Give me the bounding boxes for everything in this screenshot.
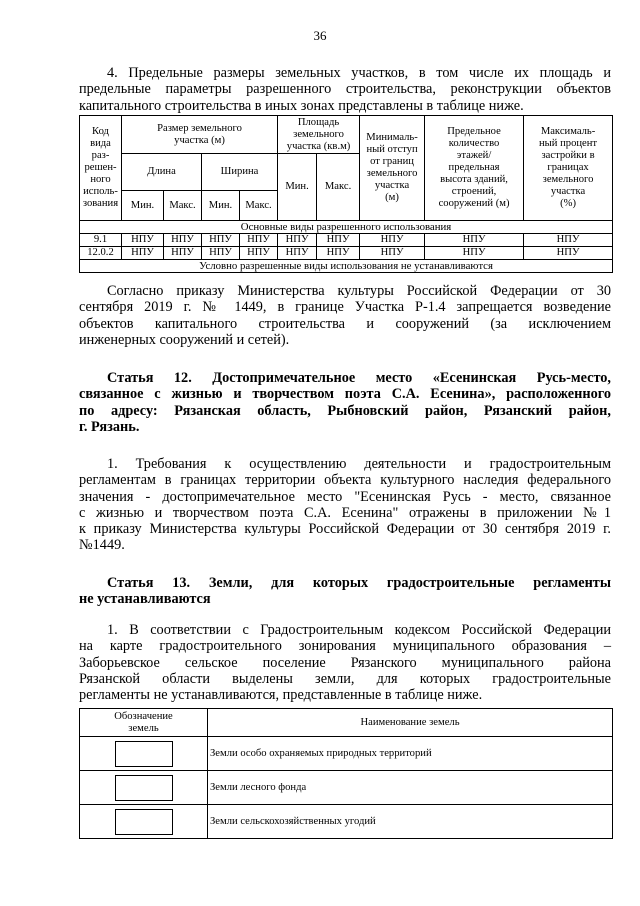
land-name: Земли сельскохозяйственных угодий (208, 805, 613, 839)
paragraph-4 (79, 65, 611, 114)
text-line: 1. Требования к осуществлению деятельности и градостроительным (107, 456, 611, 472)
row-code: 12.0.2 (80, 247, 122, 260)
text-line: к приказу Министерства культуры Российской Федерации от 30 сентября 2019 г. (79, 521, 611, 538)
article-13-heading (79, 575, 611, 608)
text-line: г. Рязань. (79, 418, 140, 435)
lands-table (79, 708, 613, 839)
paragraph-12-1 (79, 456, 611, 554)
section-conditional-uses: Условно разрешенные виды использования не устанавливаются (80, 260, 613, 273)
text-line: Заборьевское сельское поселение Рязанского муниципального района (79, 654, 611, 671)
text-line: Статья 13. Земли, для которых градостроительные регламенты (107, 575, 611, 591)
table-row (80, 771, 613, 805)
header-plot-area: Площадь земельного участка (кв.м) (278, 116, 360, 154)
section-main-uses: Основные виды разрешенного использования (80, 221, 613, 234)
table-row (80, 234, 613, 247)
table-row (80, 737, 613, 771)
text-line: на карте градостроительного зонирования муниципального образования – (79, 638, 611, 655)
article-12-heading (79, 370, 611, 435)
paragraph-order-1449 (79, 283, 611, 348)
land-name: Земли особо охраняемых природных территорий (208, 737, 613, 771)
header-length: Длина (122, 154, 202, 191)
table-cell: НПУ (122, 247, 164, 260)
header-plot-size: Размер земельного участка (м) (122, 116, 278, 154)
text-line: Согласно приказу Министерства культуры Российской Федерации от 30 (107, 283, 611, 299)
table-cell: НПУ (202, 247, 240, 260)
header-width: Ширина (202, 154, 278, 191)
header-area-min: Мин. (278, 154, 317, 221)
text-line: регламентам в границах территории объекта культурного наследия федерального (79, 472, 611, 489)
header-designation: Обозначение земель (80, 709, 208, 737)
header-max-floors: Предельное количество этажей/ предельная высота зданий, строений, сооружений (м) (425, 116, 524, 221)
table-cell: НПУ (164, 247, 202, 260)
legend-cell (80, 737, 208, 771)
header-land-name: Наименование земель (208, 709, 613, 737)
row-code: 9.1 (80, 234, 122, 247)
header-min-indent: Минималь- ный отступ от границ земельного участка (м) (360, 116, 425, 221)
table-cell: НПУ (164, 234, 202, 247)
header-length-min: Мин. (122, 191, 164, 221)
text-line: объектов капитального строительства и сооружений (за исключением (79, 315, 611, 332)
table-cell: НПУ (122, 234, 164, 247)
table-cell: НПУ (360, 247, 425, 260)
text-line: №1449. (79, 537, 125, 554)
table-cell: НПУ (278, 234, 317, 247)
header-code: Код вида раз- решен- ного исполь- зования (80, 116, 122, 221)
text-line: Рязанской области выделены земли, для которых градостроительные (79, 670, 611, 687)
header-width-max: Макс. (240, 191, 278, 221)
text-line: предельные параметры разрешенного строительства, реконструкции объектов (79, 81, 611, 98)
table-cell: НПУ (202, 234, 240, 247)
text-line: по адресу: Рязанская область, Рыбновский район, Рязанский район, (79, 402, 611, 419)
text-line: 4. Предельные размеры земельных участков, в том числе их площадь и (107, 65, 611, 81)
header-width-min: Мин. (202, 191, 240, 221)
paragraph-13-1 (79, 622, 611, 703)
table-cell: НПУ (425, 234, 524, 247)
header-area-max: Макс. (317, 154, 360, 221)
text-line: Статья 12. Достопримечательное место «Есенинская Русь-место, (107, 370, 611, 386)
table-cell: НПУ (317, 247, 360, 260)
header-max-percent: Максималь- ный процент застройки в границах земельного участка (%) (524, 116, 613, 221)
table-cell: НПУ (317, 234, 360, 247)
table-row (80, 247, 613, 260)
text-line: не устанавливаются (79, 591, 211, 608)
table-cell: НПУ (240, 247, 278, 260)
land-name: Земли лесного фонда (208, 771, 613, 805)
table-cell: НПУ (278, 247, 317, 260)
table-cell: НПУ (524, 234, 613, 247)
text-line: 1. В соответствии с Градостроительным кодексом Российской Федерации (107, 622, 611, 638)
header-length-max: Макс. (164, 191, 202, 221)
text-line: инженерных сооружений и сетей). (79, 331, 290, 348)
legend-swatch (115, 809, 173, 835)
text-line: регламенты не устанавливаются, представленные в таблице ниже. (79, 687, 483, 704)
table-cell: НПУ (524, 247, 613, 260)
text-line: значения - достопримечательное место "Есенинская Русь - место, связанное (79, 488, 611, 505)
land-parameters-table (79, 115, 613, 273)
text-line: сентября 2019 г. № 1449, в границе Участка Р-1.4 запрещается возведение (79, 299, 611, 316)
text-line: с жизнью и творчеством поэта С.А. Есенина" отражены в приложении №1 (79, 504, 611, 521)
table-cell: НПУ (360, 234, 425, 247)
text-line: связанное с жизнью и творчеством поэта С.А. Есенина», расположенного (79, 386, 611, 403)
legend-swatch (115, 741, 173, 767)
table-row (80, 805, 613, 839)
legend-cell (80, 771, 208, 805)
legend-cell (80, 805, 208, 839)
table-cell: НПУ (425, 247, 524, 260)
table-cell: НПУ (240, 234, 278, 247)
text-line: капитального строительства в иных зонах представлены в таблице ниже. (79, 97, 524, 114)
page-number: 36 (313, 28, 327, 43)
legend-swatch (115, 775, 173, 801)
